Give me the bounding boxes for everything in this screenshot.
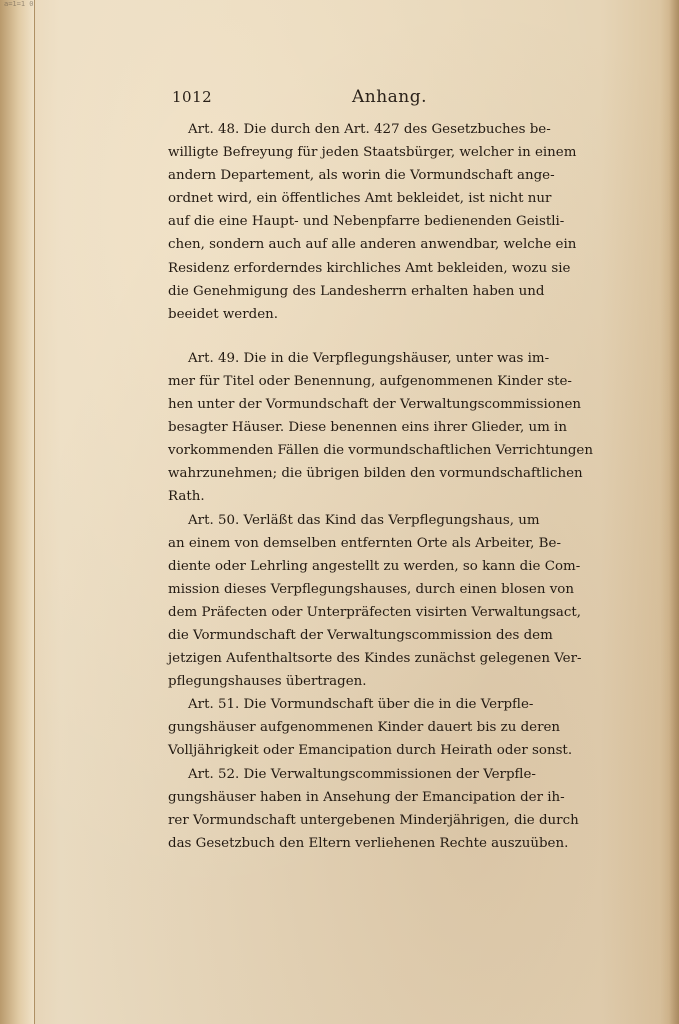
text-line: rer Vormundschaft untergebenen Minderjährigen, die durch: [168, 812, 579, 828]
article-51: [168, 693, 634, 762]
page-number: 1012: [172, 88, 213, 106]
text-line: chen, sondern auch auf alle anderen anwendbar, welche ein: [168, 237, 577, 253]
text-line: mer für Titel oder Benennung, aufgenommenen Kinder ste-: [168, 373, 572, 389]
text-line: ordnet wird, ein öffentliches Amt bekleidet, ist nicht nur: [168, 191, 552, 207]
text-line: andern Departement, als worin die Vormundschaft ange-: [168, 168, 555, 184]
text-line: besagter Häuser. Diese benennen eins ihrer Glieder, um in: [168, 420, 567, 436]
book-gutter: [0, 0, 35, 1024]
text-line: jetzigen Aufenthaltsorte des Kindes zunächst gelegenen Ver-: [168, 651, 582, 667]
text-line: gungshäuser aufgenommenen Kinder dauert bis zu deren: [168, 720, 561, 736]
text-line: an einem von demselben entfernten Orte als Arbeiter, Be-: [168, 535, 561, 551]
text-line: beeidet werden.: [168, 306, 279, 322]
text-line: Art. 52. Die Verwaltungscommissionen der Verpfle-: [188, 766, 536, 782]
article-49: [168, 347, 634, 509]
text-line: Art. 49. Die in die Verpflegungshäuser, unter was im-: [188, 350, 550, 366]
text-line: mission dieses Verpflegungshauses, durch einen blosen von: [168, 581, 574, 597]
page-body: [168, 118, 634, 855]
running-head: Anhang.: [352, 87, 428, 107]
text-line: gungshäuser haben in Ansehung der Emancipation der ih-: [168, 789, 565, 805]
text-line: Volljährigkeit oder Emancipation durch Heirath oder sonst.: [168, 743, 573, 759]
text-line: Residenz erforderndes kirchliches Amt bekleiden, wozu sie: [168, 260, 571, 276]
text-line: wahrzunehmen; die übrigen bilden den vormundschaftlichen: [168, 466, 583, 482]
article-52: [168, 763, 634, 855]
text-line: auf die eine Haupt- und Nebenpfarre bedienenden Geistli-: [168, 214, 565, 230]
text-line: das Gesetzbuch den Eltern verliehenen Rechte auszuüben.: [168, 835, 569, 851]
paragraph-gap: [168, 326, 634, 347]
text-line: willigte Befreyung für jeden Staatsbürger, welcher in einem: [168, 145, 577, 161]
text-line: hen unter der Vormundschaft der Verwaltungscommissionen: [168, 397, 582, 413]
text-line: die Vormundschaft der Verwaltungscommission des dem: [168, 627, 553, 643]
text-line: Art. 51. Die Vormundschaft über die in die Verpfle-: [188, 697, 534, 713]
text-line: pflegungshauses übertragen.: [168, 674, 367, 690]
text-line: dem Präfecten oder Unterpräfecten visirten Verwaltungsact,: [168, 604, 582, 620]
text-line: Art. 48. Die durch den Art. 427 des Gesetzbuches be-: [188, 122, 551, 137]
page-header: [172, 88, 632, 110]
text-line: Art. 50. Verläßt das Kind das Verpflegungshaus, um: [188, 512, 540, 528]
page-edge-shadow: [669, 0, 679, 1024]
scan-stamp: a=1=1 0: [4, 0, 34, 8]
article-50: [168, 509, 634, 694]
article-48: [168, 118, 634, 326]
text-line: vorkommenden Fällen die vormundschaftlichen Verrichtungen: [168, 443, 593, 459]
text-line: die Genehmigung des Landesherrn erhalten haben und: [168, 283, 545, 299]
text-line: diente oder Lehrling angestellt zu werden, so kann die Com-: [168, 558, 581, 574]
text-line: Rath.: [168, 489, 205, 505]
